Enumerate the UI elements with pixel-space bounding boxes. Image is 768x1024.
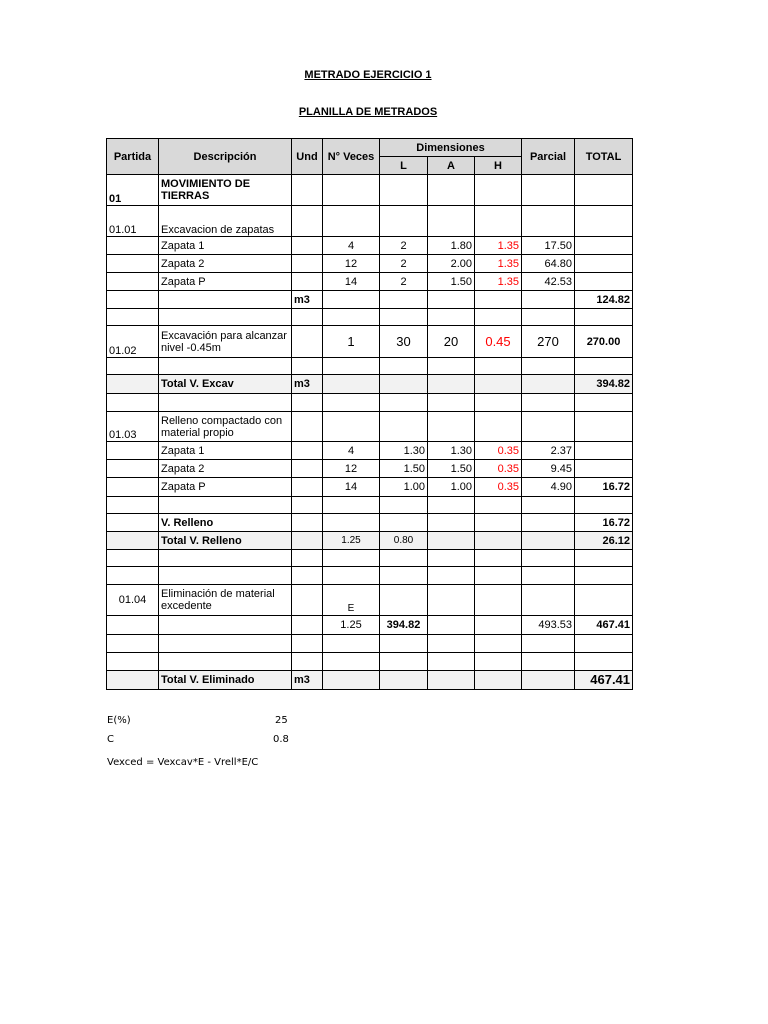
cell-l: 1.00 xyxy=(380,478,428,497)
cell-a: 1.00 xyxy=(428,478,475,497)
cell-l: 1.50 xyxy=(380,460,428,478)
cell-a: 1.30 xyxy=(428,442,475,460)
cell-veces: 1.25 xyxy=(323,616,380,635)
cell-und: m3 xyxy=(292,291,323,309)
header-und: Und xyxy=(292,139,323,175)
cell-desc: Eliminación de material excedente xyxy=(159,585,292,616)
note-formula: Vexced = Vexcav*E - Vrell*E/C xyxy=(107,757,259,768)
table-row xyxy=(107,616,633,635)
header-partida: Partida xyxy=(107,139,159,175)
header-dimensiones: Dimensiones xyxy=(380,139,522,157)
cell-partida: 01.04 xyxy=(107,585,159,616)
cell-l: 2 xyxy=(380,255,428,273)
table-row xyxy=(107,394,633,412)
cell-l: 2 xyxy=(380,273,428,291)
cell-desc: Total V. Excav xyxy=(159,375,292,394)
cell-veces: 1.25 xyxy=(323,532,380,550)
cell-l: 30 xyxy=(380,326,428,358)
cell-parcial: 64.80 xyxy=(522,255,575,273)
document-title: METRADO EJERCICIO 1 xyxy=(304,69,432,81)
cell-a: 1.50 xyxy=(428,460,475,478)
table-row xyxy=(107,635,633,653)
cell-l: 1.30 xyxy=(380,442,428,460)
header-h: H xyxy=(475,157,522,175)
table-row xyxy=(107,206,633,237)
table-row xyxy=(107,550,633,567)
cell-desc: Zapata P xyxy=(159,478,292,497)
cell-desc: Zapata 1 xyxy=(159,442,292,460)
cell-h: 0.45 xyxy=(475,326,522,358)
cell-veces: 14 xyxy=(323,478,380,497)
table-row xyxy=(107,671,633,690)
table-row xyxy=(107,237,633,255)
cell-parcial: 9.45 xyxy=(522,460,575,478)
table-row xyxy=(107,273,633,291)
cell-l: 394.82 xyxy=(380,616,428,635)
cell-h: 1.35 xyxy=(475,273,522,291)
cell-l: 2 xyxy=(380,237,428,255)
cell-parcial: 2.37 xyxy=(522,442,575,460)
cell-l: 0.80 xyxy=(380,532,428,550)
cell-desc: Zapata 2 xyxy=(159,460,292,478)
cell-veces: 4 xyxy=(323,442,380,460)
table-row xyxy=(107,460,633,478)
cell-total: 124.82 xyxy=(575,291,633,309)
cell-veces: E xyxy=(323,585,380,616)
cell-desc: Zapata P xyxy=(159,273,292,291)
table-row xyxy=(107,309,633,326)
cell-veces: 1 xyxy=(323,326,380,358)
note-c-value: 0.8 xyxy=(273,734,289,745)
cell-total: 16.72 xyxy=(575,514,633,532)
cell-total: 16.72 xyxy=(575,478,633,497)
table-row xyxy=(107,375,633,394)
cell-h: 1.35 xyxy=(475,255,522,273)
cell-desc: V. Relleno xyxy=(159,514,292,532)
table-row xyxy=(107,255,633,273)
cell-parcial: 493.53 xyxy=(522,616,575,635)
note-e-label: E(%) xyxy=(107,715,131,726)
cell-desc: Zapata 2 xyxy=(159,255,292,273)
cell-partida: 01.01 xyxy=(107,206,159,237)
cell-parcial: 270 xyxy=(522,326,575,358)
table-row xyxy=(107,175,633,206)
note-c-label: C xyxy=(107,734,114,745)
cell-desc: Zapata 1 xyxy=(159,237,292,255)
cell-veces: 12 xyxy=(323,255,380,273)
cell-und: m3 xyxy=(292,375,323,394)
table-row xyxy=(107,358,633,375)
header-descripcion: Descripción xyxy=(159,139,292,175)
cell-partida: 01 xyxy=(107,175,159,206)
cell-a: 1.50 xyxy=(428,273,475,291)
cell-partida: 01.03 xyxy=(107,412,159,442)
table-row xyxy=(107,567,633,585)
cell-total: 26.12 xyxy=(575,532,633,550)
table-row xyxy=(107,326,633,358)
table-row xyxy=(107,412,633,442)
cell-desc: MOVIMIENTO DE TIERRAS xyxy=(159,175,292,206)
cell-h: 0.35 xyxy=(475,460,522,478)
header-a: A xyxy=(428,157,475,175)
cell-h: 0.35 xyxy=(475,442,522,460)
cell-total: 467.41 xyxy=(575,616,633,635)
cell-parcial: 17.50 xyxy=(522,237,575,255)
cell-h: 0.35 xyxy=(475,478,522,497)
cell-a: 1.80 xyxy=(428,237,475,255)
table-row xyxy=(107,291,633,309)
metrado-table xyxy=(106,138,633,690)
table-row xyxy=(107,442,633,460)
cell-parcial: 42.53 xyxy=(522,273,575,291)
cell-desc: Total V. Eliminado xyxy=(159,671,292,690)
table-row xyxy=(107,585,633,616)
cell-a: 20 xyxy=(428,326,475,358)
cell-desc: Excavacion de zapatas xyxy=(159,206,292,237)
cell-veces: 12 xyxy=(323,460,380,478)
cell-total: 270.00 xyxy=(575,326,633,358)
cell-total: 394.82 xyxy=(575,375,633,394)
header-total: TOTAL xyxy=(575,139,633,175)
cell-desc: Total V. Relleno xyxy=(159,532,292,550)
header-parcial: Parcial xyxy=(522,139,575,175)
header-l: L xyxy=(380,157,428,175)
cell-desc: Relleno compactado con material propio xyxy=(159,412,292,442)
table-row xyxy=(107,514,633,532)
table-row xyxy=(107,653,633,671)
cell-partida: 01.02 xyxy=(107,326,159,358)
note-e-value: 25 xyxy=(275,715,288,726)
cell-parcial: 4.90 xyxy=(522,478,575,497)
cell-veces: 14 xyxy=(323,273,380,291)
table-row xyxy=(107,532,633,550)
cell-und: m3 xyxy=(292,671,323,690)
table-row xyxy=(107,478,633,497)
header-veces: N° Veces xyxy=(323,139,380,175)
table-row xyxy=(107,497,633,514)
document-subtitle: PLANILLA DE METRADOS xyxy=(298,106,438,118)
cell-veces: 4 xyxy=(323,237,380,255)
cell-desc: Excavación para alcanzar nivel -0.45m xyxy=(159,326,292,358)
cell-h: 1.35 xyxy=(475,237,522,255)
header-row xyxy=(107,139,633,157)
cell-total: 467.41 xyxy=(575,671,633,690)
cell-a: 2.00 xyxy=(428,255,475,273)
